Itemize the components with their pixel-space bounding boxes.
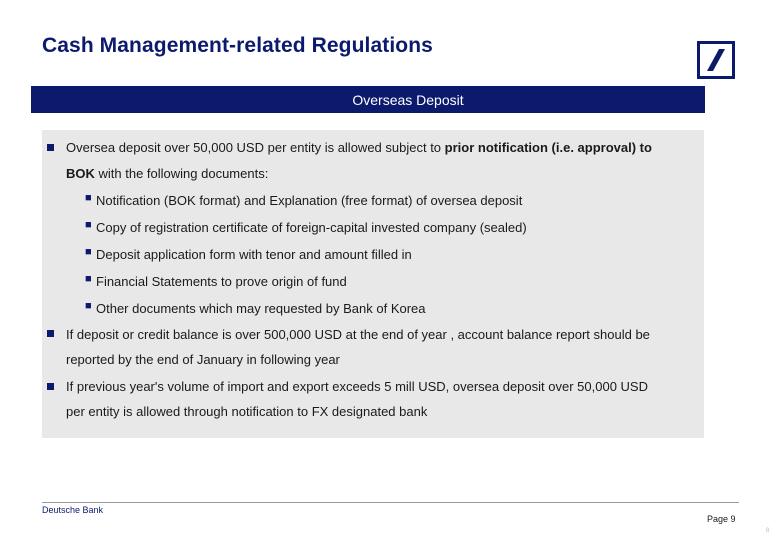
bullet-1-bold-text: prior notification (i.e. approval) to [444, 140, 652, 155]
footer-mark: 8 [766, 528, 770, 534]
bullet-square-icon [47, 144, 54, 151]
sub-bullet-icon: ■ [85, 273, 92, 285]
logo-slash-icon [700, 44, 732, 76]
bullet-3-line-1: If previous year's volume of import and export exceeds 5 mill USD, oversea deposit over 50,000 USD [66, 379, 648, 394]
bullet-square-icon [47, 383, 54, 390]
bullet-square-icon [47, 330, 54, 337]
footer-company: Deutsche Bank [42, 505, 104, 515]
sub-bullet-icon: ■ [85, 300, 92, 312]
page-number: Page 9 [707, 514, 736, 524]
sub-bullet-icon: ■ [85, 192, 92, 204]
sub-bullet-icon: ■ [85, 246, 92, 258]
bullet-2-line-2: reported by the end of January in following year [66, 352, 340, 367]
slide-title: Cash Management-related Regulations [42, 34, 433, 57]
section-banner [31, 86, 705, 113]
bullet-1-line-1 [66, 140, 652, 155]
bullet-1-line-2 [66, 166, 268, 181]
sub-bullet-icon: ■ [85, 219, 92, 231]
sub-item-2: Copy of registration certificate of foreign-capital invested company (sealed) [96, 220, 527, 235]
bullet-2-line-1: If deposit or credit balance is over 500,000 USD at the end of year , account balance report should be [66, 327, 650, 342]
sub-item-1: Notification (BOK format) and Explanation (free format) of oversea deposit [96, 193, 523, 208]
bullet-1-text: Oversea deposit over 50,000 USD per entity is allowed subject to [66, 140, 445, 155]
banner-title: Overseas Deposit [352, 91, 464, 108]
footer-divider [42, 502, 739, 503]
sub-item-5: Other documents which may requested by Bank of Korea [96, 301, 426, 316]
deutsche-bank-logo [697, 41, 735, 79]
bullet-1-bok-text: BOK [66, 166, 95, 181]
sub-item-4: Financial Statements to prove origin of fund [96, 274, 347, 289]
bullet-1-rest-text: with the following documents: [94, 166, 269, 181]
bullet-3-line-2: per entity is allowed through notification to FX designated bank [66, 404, 428, 419]
sub-item-3: Deposit application form with tenor and amount filled in [96, 247, 412, 262]
